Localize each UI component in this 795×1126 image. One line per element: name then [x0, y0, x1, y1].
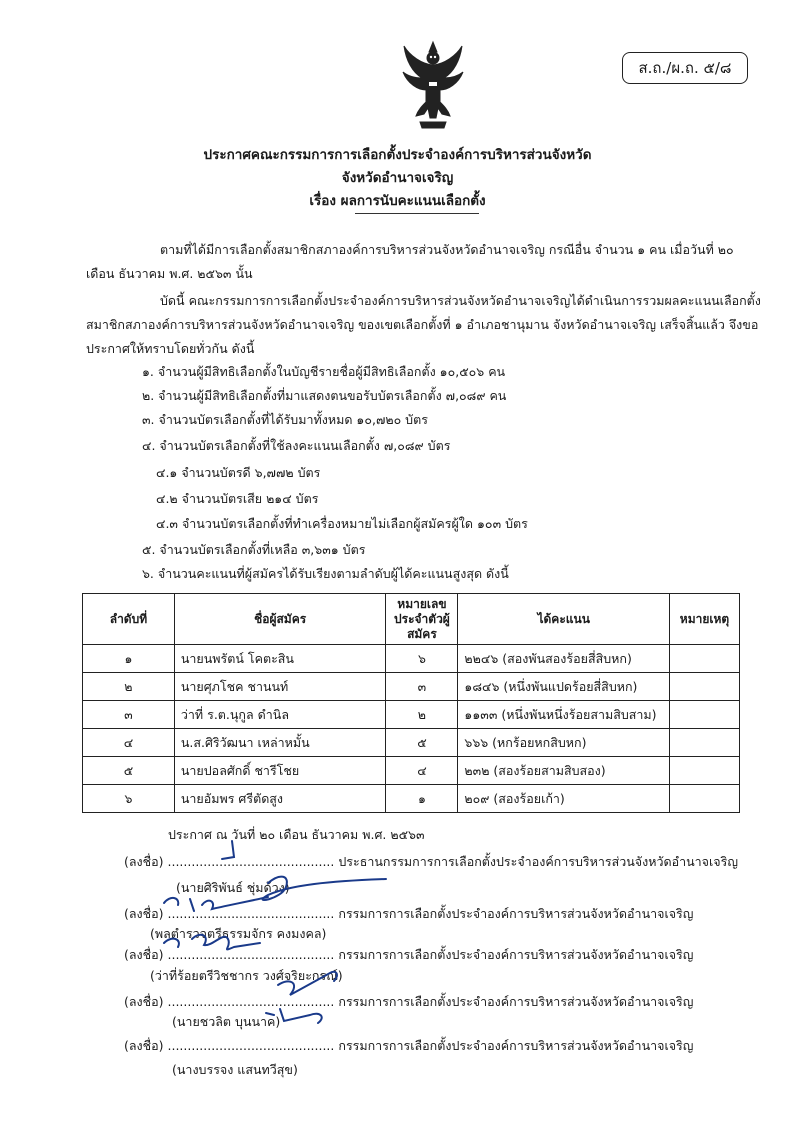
list-item: ๕. จำนวนบัตรเลือกตั้งที่เหลือ ๓,๖๓๑ บัตร	[142, 542, 366, 557]
list-item: ๔. จำนวนบัตรเลือกตั้งที่ใช้ลงคะแนนเลือกตั้ง ๗,๐๘๙ บัตร	[142, 438, 451, 453]
header-number-line1: หมายเลข	[397, 596, 447, 611]
header-votes: ได้คะแนน	[458, 594, 670, 645]
header-name: ชื่อผู้สมัคร	[174, 594, 386, 645]
para2-line3: ประกาศให้ทราบโดยทั่วกัน ดังนี้	[86, 341, 255, 356]
sign-role: กรรมการการเลือกตั้งประจำองค์การบริหารส่วนจังหวัดอำนาจเจริญ	[338, 906, 694, 921]
cell-name: ว่าที่ ร.ต.นุกูล ดำนิล	[174, 701, 386, 729]
table-row	[83, 785, 740, 813]
header-number	[386, 594, 458, 645]
sign-role: กรรมการการเลือกตั้งประจำองค์การบริหารส่วนจังหวัดอำนาจเจริญ	[338, 947, 694, 962]
garuda-emblem-icon	[400, 38, 466, 130]
sign-role: ประธานกรรมการการเลือกตั้งประจำองค์การบริหารส่วนจังหวัดอำนาจเจริญ	[338, 854, 738, 869]
sign-dots: ..........................................	[167, 854, 335, 869]
list-item: ๓. จำนวนบัตรเลือกตั้งที่ได้รับมาทั้งหมด ๑๐,๗๒๐ บัตร	[142, 412, 428, 427]
cell-remark	[669, 645, 739, 673]
table-row	[83, 729, 740, 757]
cell-number: ๖	[386, 645, 458, 673]
cell-remark	[669, 785, 739, 813]
handwritten-signatures	[150, 835, 410, 1045]
cell-rank: ๑	[83, 645, 175, 673]
sign-role: กรรมการการเลือกตั้งประจำองค์การบริหารส่วนจังหวัดอำนาจเจริญ	[338, 1038, 694, 1053]
list-subitem: ๔.๓ จำนวนบัตรเลือกตั้งที่ทำเครื่องหมายไม่เลือกผู้สมัครผู้ใด ๑๐๓ บัตร	[156, 516, 528, 531]
document-code: ส.ถ./ผ.ถ. ๕/๘	[622, 52, 748, 84]
sign-dots: ..........................................	[167, 906, 335, 921]
cell-rank: ๓	[83, 701, 175, 729]
sign-label: (ลงชื่อ)	[124, 994, 164, 1009]
signer-name: (ว่าที่ร้อยตรีวิชชากร วงศ์จริยะกรณ์)	[150, 968, 343, 983]
results-table	[82, 593, 740, 813]
cell-rank: ๖	[83, 785, 175, 813]
header-rank: ลำดับที่	[83, 594, 175, 645]
cell-number: ๑	[386, 785, 458, 813]
signer-name: (นายศิริพันธ์ ชุ่มด้วง)	[176, 880, 290, 895]
table-header-row	[83, 594, 740, 645]
signer-name: (นายชวลิต บุนนาค)	[172, 1014, 281, 1029]
cell-remark	[669, 673, 739, 701]
cell-remark	[669, 729, 739, 757]
cell-rank: ๒	[83, 673, 175, 701]
signer-name: (นางบรรจง แสนทวีสุข)	[172, 1062, 298, 1077]
para1-line2: เดือน ธันวาคม พ.ศ. ๒๕๖๓ นั้น	[86, 266, 253, 281]
cell-name: น.ส.ศิริวัฒนา เหล่าหมั้น	[174, 729, 386, 757]
cell-votes: ๒๓๒ (สองร้อยสามสิบสอง)	[458, 757, 670, 785]
para1-line1: ตามที่ได้มีการเลือกตั้งสมาชิกสภาองค์การบริหารส่วนจังหวัดอำนาจเจริญ กรณีอื่น จำนวน ๑ คน เมื่อวันที่ ๒๐	[160, 242, 734, 257]
sign-label: (ลงชื่อ)	[124, 906, 164, 921]
cell-name: นายนพรัตน์ โคตะสิน	[174, 645, 386, 673]
sign-label: (ลงชื่อ)	[124, 947, 164, 962]
sign-dots: ..........................................	[167, 994, 335, 1009]
table-row	[83, 701, 740, 729]
cell-number: ๔	[386, 757, 458, 785]
cell-name: นายศุภโชค ชานนท์	[174, 673, 386, 701]
cell-votes: ๖๖๖ (หกร้อยหกสิบหก)	[458, 729, 670, 757]
table-row	[83, 673, 740, 701]
cell-rank: ๔	[83, 729, 175, 757]
para2-line1: บัดนี้ คณะกรรมการการเลือกตั้งประจำองค์การบริหารส่วนจังหวัดอำนาจเจริญได้ดำเนินการรวมผลคะแนนเลือกตั้ง	[160, 293, 761, 308]
list-item: ๖. จำนวนคะแนนที่ผู้สมัครได้รับเรียงตามลำดับผู้ได้คะแนนสูงสุด ดังนี้	[142, 566, 509, 581]
sign-role: กรรมการการเลือกตั้งประจำองค์การบริหารส่วนจังหวัดอำนาจเจริญ	[338, 994, 694, 1009]
cell-number: ๓	[386, 673, 458, 701]
page-title-line3: เรื่อง ผลการนับคะแนนเลือกตั้ง	[309, 193, 486, 209]
para2-line2: สมาชิกสภาองค์การบริหารส่วนจังหวัดอำนาจเจริญ ของเขตเลือกตั้งที่ ๑ อำเภอชานุมาน จังหวัดอำนาจเจริญ เสร็จสิ้นแล้ว จึงขอ	[86, 317, 759, 332]
list-subitem: ๔.๒ จำนวนบัตรเสีย ๒๑๔ บัตร	[156, 491, 319, 506]
list-subitem: ๔.๑ จำนวนบัตรดี ๖,๗๗๒ บัตร	[156, 465, 321, 480]
cell-votes: ๑๘๔๖ (หนึ่งพันแปดร้อยสี่สิบหก)	[458, 673, 670, 701]
page-title-line2: จังหวัดอำนาจเจริญ	[341, 170, 454, 186]
cell-name: นายอัมพร ศรีตัดสูง	[174, 785, 386, 813]
sign-dots: ..........................................	[167, 947, 335, 962]
title-separator	[355, 213, 479, 214]
signer-name: (พลตำรวจตรีธรรมจักร คงมงคล)	[150, 926, 327, 941]
header-number-line2: ประจำตัวผู้สมัคร	[394, 611, 450, 641]
cell-remark	[669, 757, 739, 785]
cell-votes: ๑๑๓๓ (หนึ่งพันหนึ่งร้อยสามสิบสาม)	[458, 701, 670, 729]
cell-number: ๕	[386, 729, 458, 757]
cell-rank: ๕	[83, 757, 175, 785]
sign-label: (ลงชื่อ)	[124, 1038, 164, 1053]
cell-number: ๒	[386, 701, 458, 729]
table-row	[83, 757, 740, 785]
sign-dots: ..........................................	[167, 1038, 335, 1053]
cell-votes: ๒๐๙ (สองร้อยเก้า)	[458, 785, 670, 813]
announce-date: ประกาศ ณ วันที่ ๒๐ เดือน ธันวาคม พ.ศ. ๒๕๖๓	[168, 827, 425, 842]
header-remark: หมายเหตุ	[669, 594, 739, 645]
page-title-line1: ประกาศคณะกรรมการการเลือกตั้งประจำองค์การบริหารส่วนจังหวัด	[203, 147, 592, 163]
sign-label: (ลงชื่อ)	[124, 854, 164, 869]
cell-name: นายปอลศักดิ์ ชารีโชย	[174, 757, 386, 785]
cell-votes: ๒๒๔๖ (สองพันสองร้อยสี่สิบหก)	[458, 645, 670, 673]
cell-remark	[669, 701, 739, 729]
list-item: ๑. จำนวนผู้มีสิทธิเลือกตั้งในบัญชีรายชื่อผู้มีสิทธิเลือกตั้ง ๑๐,๕๐๖ คน	[142, 364, 506, 379]
list-item: ๒. จำนวนผู้มีสิทธิเลือกตั้งที่มาแสดงตนขอรับบัตรเลือกตั้ง ๗,๐๘๙ คน	[142, 388, 507, 403]
table-row	[83, 645, 740, 673]
